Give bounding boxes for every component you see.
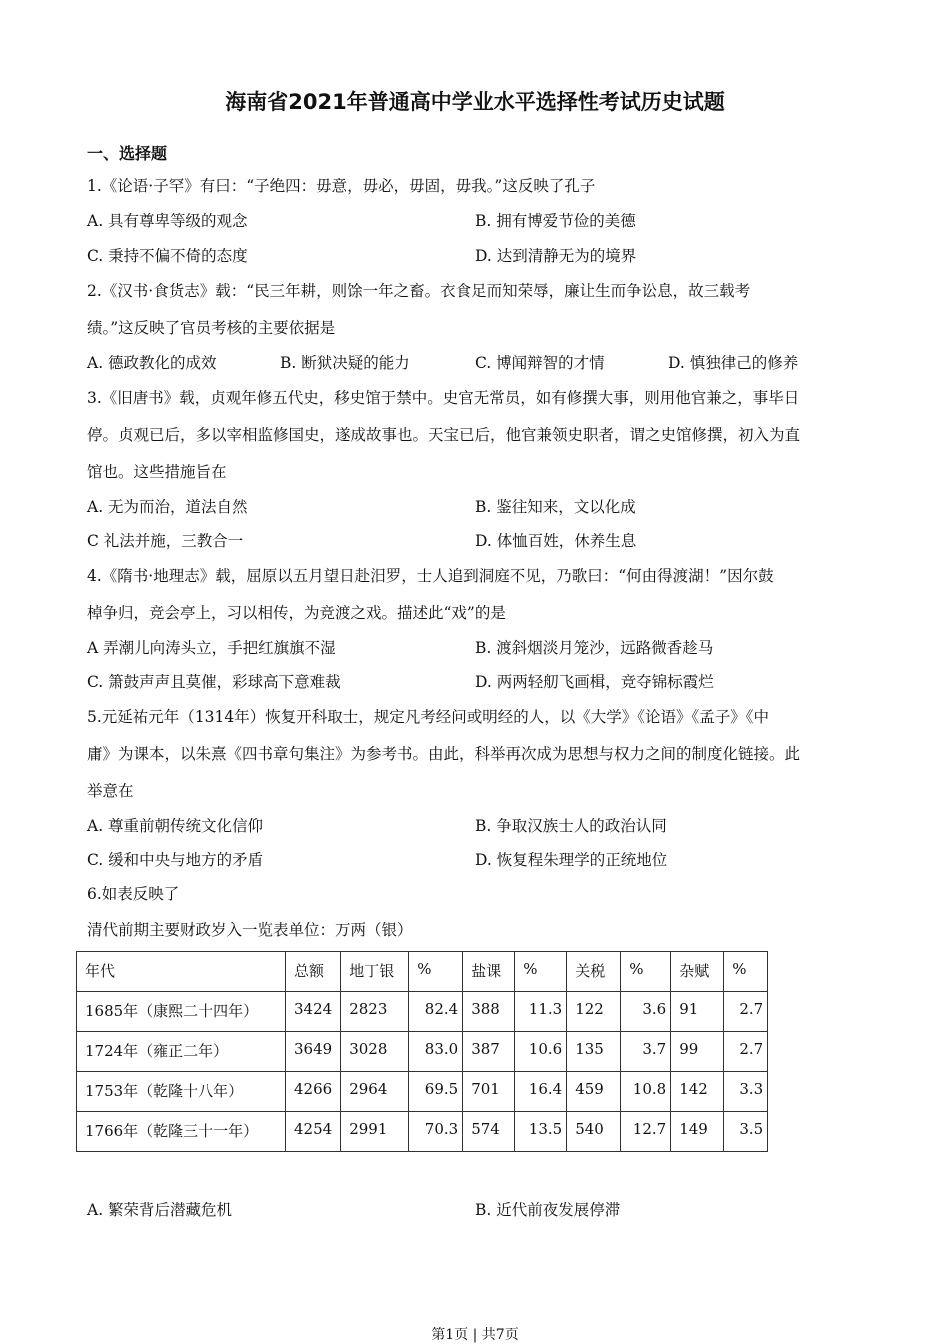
question-2-option-a: A. 德政教化的成效 (87, 354, 217, 372)
table-cell: 16.4 (515, 1072, 567, 1112)
table-header-cell: % (621, 952, 671, 992)
table-cell: 4266 (286, 1072, 341, 1112)
question-4-option-c: C. 箫鼓声声且莫催，彩球高下意难裁 (87, 673, 341, 691)
table-cell: 3.7 (621, 1032, 671, 1072)
table-caption: 清代前期主要财政岁入一览表单位：万两（银） (87, 921, 413, 939)
question-1-option-d: D. 达到清静无为的境界 (475, 247, 637, 265)
question-6-stem: 6.如表反映了 (87, 885, 180, 903)
table-header-cell: 总额 (286, 952, 341, 992)
table-cell: 3.5 (724, 1112, 768, 1152)
table-cell: 2991 (341, 1112, 409, 1152)
table-cell: 149 (671, 1112, 724, 1152)
question-2-option-c: C. 博闻辩智的才情 (475, 354, 605, 372)
table-cell: 2.7 (724, 992, 768, 1032)
table-cell: 387 (463, 1032, 515, 1072)
question-5-option-d: D. 恢复程朱理学的正统地位 (475, 851, 668, 869)
question-1-stem: 1.《论语·子罕》有曰：“子绝四：毋意，毋必，毋固，毋我。”这反映了孔子 (87, 177, 596, 195)
question-3-option-c: C 礼法并施，三教合一 (87, 532, 244, 550)
table-cell: 83.0 (409, 1032, 463, 1072)
question-5-stem: 5.元延祐元年（1314年）恢复开科取士，规定凡考经问或明经的人，以《大学》《论语》《孟子》《中 (87, 708, 769, 726)
question-3-stem: 馆也。这些措施旨在 (87, 463, 227, 481)
question-4-stem: 4.《隋书·地理志》载，屈原以五月望日赴汨罗，士人追到洞庭不见，乃歌曰：“何由得渡湖！”因尔鼓 (87, 567, 774, 585)
question-5-option-a: A. 尊重前朝传统文化信仰 (87, 817, 264, 835)
table-cell: 10.6 (515, 1032, 567, 1072)
question-5-stem: 举意在 (87, 782, 134, 800)
question-2-stem: 绩。”这反映了官员考核的主要依据是 (87, 319, 336, 337)
table-cell: 99 (671, 1032, 724, 1072)
table-header-cell: % (515, 952, 567, 992)
table-header-cell: 杂赋 (671, 952, 724, 992)
table-cell: 3.6 (621, 992, 671, 1032)
table-cell: 3649 (286, 1032, 341, 1072)
question-1-option-b: B. 拥有博爱节俭的美德 (475, 212, 636, 230)
table-cell: 701 (463, 1072, 515, 1112)
question-3-option-a: A. 无为而治，道法自然 (87, 498, 248, 516)
table-cell: 459 (567, 1072, 621, 1112)
table-cell: 3424 (286, 992, 341, 1032)
table-header-cell: 年代 (77, 952, 286, 992)
table-cell: 2964 (341, 1072, 409, 1112)
table-row (77, 1072, 768, 1112)
table-cell: 3.3 (724, 1072, 768, 1112)
revenue-table (76, 951, 768, 1152)
table-cell: 540 (567, 1112, 621, 1152)
table-cell: 82.4 (409, 992, 463, 1032)
table-cell: 1685年（康熙二十四年） (77, 992, 286, 1032)
table-header-cell: 盐课 (463, 952, 515, 992)
table-cell: 11.3 (515, 992, 567, 1032)
question-1-option-a: A. 具有尊卑等级的观念 (87, 212, 248, 230)
table-header-cell: 关税 (567, 952, 621, 992)
page-title: 海南省2021年普通高中学业水平选择性考试历史试题 (225, 90, 725, 114)
question-5-stem: 庸》为课本，以朱熹《四书章句集注》为参考书。由此，科举再次成为思想与权力之间的制度化链接。此 (87, 745, 801, 763)
question-3-stem: 3.《旧唐书》载，贞观年修五代史，移史馆于禁中。史官无常员，如有修撰大事，则用他官兼之，事毕日 (87, 389, 800, 407)
table-header-cell: % (409, 952, 463, 992)
question-3-stem: 停。贞观已后，多以宰相监修国史，遂成故事也。天宝已后，他官兼领史职者，谓之史馆修撰，初入为直 (87, 426, 801, 444)
table-cell: 2823 (341, 992, 409, 1032)
table-cell: 1724年（雍正二年） (77, 1032, 286, 1072)
question-3-option-b: B. 鉴往知来，文以化成 (475, 498, 636, 516)
table-cell: 4254 (286, 1112, 341, 1152)
question-6-option-b: B. 近代前夜发展停滞 (475, 1201, 621, 1219)
question-2-option-b: B. 断狱决疑的能力 (280, 354, 410, 372)
page-footer: 第1页 | 共7页 (431, 1327, 519, 1343)
question-2-stem: 2.《汉书·食货志》载：“民三年耕，则馀一年之畜。衣食足而知荣辱，廉让生而争讼息，故三载考 (87, 282, 751, 300)
table-header-cell: % (724, 952, 768, 992)
table-cell: 12.7 (621, 1112, 671, 1152)
table-cell: 1753年（乾隆十八年） (77, 1072, 286, 1112)
question-4-option-b: B. 渡斜烟淡月笼沙，远路微香趁马 (475, 639, 714, 657)
question-2-option-d: D. 慎独律己的修养 (668, 354, 799, 372)
question-6-option-a: A. 繁荣背后潜藏危机 (87, 1201, 233, 1219)
table-cell: 13.5 (515, 1112, 567, 1152)
table-header-row (77, 952, 768, 992)
table-cell: 2.7 (724, 1032, 768, 1072)
table-row (77, 992, 768, 1032)
table-cell: 70.3 (409, 1112, 463, 1152)
table-cell: 91 (671, 992, 724, 1032)
table-cell: 388 (463, 992, 515, 1032)
question-4-option-d: D. 两两轻舠飞画楫，竞夺锦标霞烂 (475, 673, 714, 691)
table-cell: 1766年（乾隆三十一年） (77, 1112, 286, 1152)
table-cell: 69.5 (409, 1072, 463, 1112)
table-row (77, 1032, 768, 1072)
question-3-option-d: D. 体恤百姓，休养生息 (475, 532, 637, 550)
table-row (77, 1112, 768, 1152)
question-4-option-a: A 弄潮儿向涛头立，手把红旗旗不湿 (87, 639, 336, 657)
table-cell: 122 (567, 992, 621, 1032)
table-cell: 3028 (341, 1032, 409, 1072)
table-cell: 142 (671, 1072, 724, 1112)
question-1-option-c: C. 秉持不偏不倚的态度 (87, 247, 248, 265)
table-header-cell: 地丁银 (341, 952, 409, 992)
table-cell: 10.8 (621, 1072, 671, 1112)
table-cell: 135 (567, 1032, 621, 1072)
question-4-stem: 棹争归，竞会亭上，习以相传，为竞渡之戏。描述此“戏”的是 (87, 604, 506, 622)
table-cell: 574 (463, 1112, 515, 1152)
question-5-option-c: C. 缓和中央与地方的矛盾 (87, 851, 264, 869)
question-5-option-b: B. 争取汉族士人的政治认同 (475, 817, 667, 835)
section-heading: 一、选择题 (87, 144, 168, 163)
